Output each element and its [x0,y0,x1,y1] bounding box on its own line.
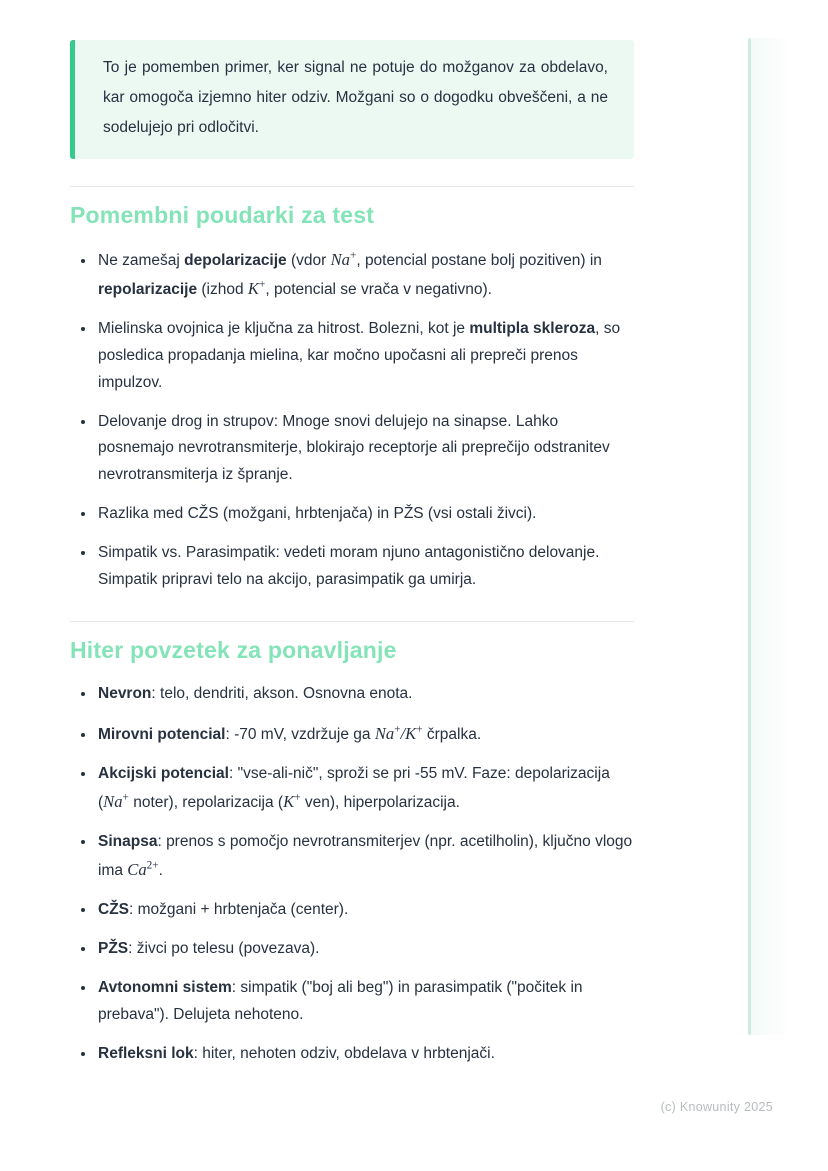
bold-text: Avtonomni sistem [98,979,232,997]
text-run: Ne zamešaj [98,251,185,269]
bold-text: repolarizacije [98,280,198,298]
bullet-item [96,501,634,528]
bullet-item [96,761,634,817]
math-symbol: Na+ [330,249,357,269]
section-title: Pomembni poudarki za test [70,201,375,228]
bullet-item [96,720,634,749]
text-run: : hiter, nehoten odziv, obdelava v hrbtenjači. [193,1045,495,1062]
math-symbol: $Ca^{2+}$ [127,859,159,880]
copyright-text: (c) Knowunity 2025 [660,1100,773,1114]
text-run: : možgani + hrbtenjača (center). [129,901,349,919]
text-run: črpalka. [422,726,482,744]
text-run: Delovanje drog in strupov: Mnoge snovi delujejo na sinapse. Lahko posnemajo nevrotransmiterje, blokirajo receptorje ali preprečijo odstranitev nevrotransmiterja iz špranje. [98,412,610,484]
text-run: , potencial postane bolj pozitiven) in [356,251,602,269]
section-title: Hiter povzetek za ponavljanje [70,637,397,664]
bold-text: CŽS [98,901,129,919]
next-page-edge-panel [751,38,792,1035]
callout-text: To je pomemben primer, ker signal ne potuje do možganov za obdelavo, kar omogoča izjemno hiter odziv. Možgani so o dogodku obveščeni, a ne sodelujejo pri odločitvi. [103,59,608,137]
bold-text: Refleksni lok [98,1045,194,1062]
page-footer [661,1100,773,1114]
section [70,621,634,1068]
bold-text: Mirovni potencial [98,726,226,744]
text-run: , so posledica propadanja mielina, kar močno upočasni ali prepreči prenos impulzov. [98,319,621,391]
text-run: : prenos s pomočjo nevrotransmiterjev (npr. acetilholin), ključno vlogo ima [98,833,633,880]
math-symbol: K+ [405,723,423,744]
math-symbol: / [400,724,406,744]
section-divider [70,621,634,622]
section [70,186,634,595]
bullet-item [96,246,634,304]
page-content [70,40,634,1080]
math-symbol: K+ [283,791,301,812]
math-symbol: Na+ [103,791,129,812]
bullet-item [96,829,634,885]
callout-note [70,40,634,159]
text-run: : -70 mV, vzdržuje ga [225,726,375,744]
text-run: Razlika med CŽS (možgani, hrbtenjača) in PŽS (vsi ostali živci). [98,505,537,523]
math-symbol: Na+ [374,723,401,744]
bullet-list [70,681,634,1068]
bullet-item [96,1041,634,1068]
text-run: : živci po telesu (povezava). [128,940,320,958]
bold-text: Nevron [98,685,152,703]
text-run: (vdor [286,251,331,269]
text-run: noter), repolarizacija ( [128,794,284,812]
bullet-item [96,316,634,397]
bold-text: multipla skleroza [469,319,596,337]
bullet-item [96,975,634,1029]
bullet-item [96,409,634,490]
sections-container [70,186,634,1068]
bold-text: Akcijski potencial [98,765,229,783]
text-run: (izhod [197,280,248,298]
text-run: : simpatik ("boj ali beg") in parasimpatik ("počitek in prebava"). Delujeta nehoteno. [98,979,583,1024]
bold-text: depolarizacije [184,251,287,269]
text-run: ven), hiperpolarizacija. [300,794,460,812]
bullet-item [96,540,634,594]
text-run: : telo, dendriti, akson. Osnovna enota. [151,685,413,703]
bullet-list [70,246,634,595]
bold-text: Sinapsa [98,833,158,851]
text-run: , potencial se vrača v negativno). [265,280,492,298]
text-run: Mielinska ovojnica je ključna za hitrost. Bolezni, kot je [98,319,470,337]
bullet-item [96,681,634,708]
bullet-item [96,897,634,924]
text-run: . [158,862,163,880]
text-run: : "vse-ali-nič", sproži se pri -55 mV. Faze: depolarizacija ( [98,765,610,812]
section-divider [70,186,634,187]
bullet-item [96,936,634,963]
text-run: Simpatik vs. Parasimpatik: vedeti moram njuno antagonistično delovanje. Simpatik pripravi telo na akcijo, parasimpatik ga umirja. [98,544,600,589]
math-symbol: K+ [247,278,266,298]
bold-text: PŽS [98,940,129,958]
